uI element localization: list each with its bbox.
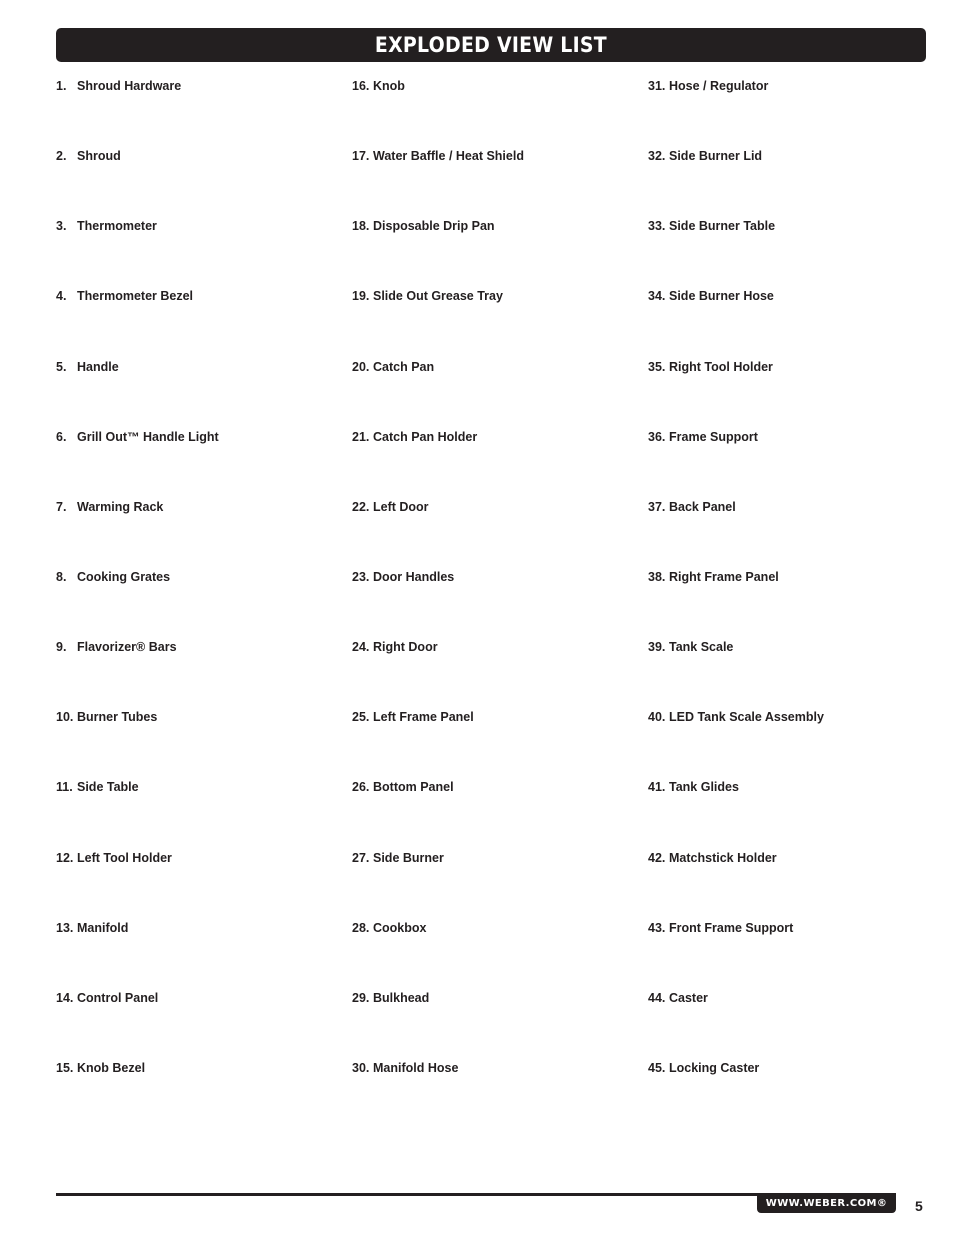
item-number: 12. (56, 850, 74, 865)
item-label: Disposable Drip Pan (373, 219, 495, 234)
item-number: 24. (352, 640, 370, 655)
item-label: Catch Pan (373, 359, 435, 374)
list-item (56, 499, 346, 569)
item-label: Bulkhead (373, 990, 430, 1005)
list-item (648, 218, 938, 288)
item-number: 5. (56, 359, 67, 374)
item-number: 40. (648, 710, 666, 725)
list-item (648, 920, 938, 990)
list-item (352, 288, 642, 358)
item-number: 42. (648, 850, 666, 865)
item-label: Manifold (77, 920, 129, 935)
list-item (648, 359, 938, 429)
list-item (352, 779, 642, 849)
item-number: 36. (648, 429, 666, 444)
item-label: Tank Glides (669, 780, 739, 795)
list-item (352, 569, 642, 639)
list-item (56, 990, 346, 1060)
item-label: Right Frame Panel (669, 569, 779, 584)
item-number: 21. (352, 429, 370, 444)
list-item (352, 148, 642, 218)
item-label: Door Handles (373, 569, 455, 584)
list-item (56, 1060, 346, 1130)
item-number: 31. (648, 79, 666, 93)
item-number: 43. (648, 920, 666, 935)
item-label: Shroud Hardware (77, 79, 182, 93)
list-item (56, 78, 346, 148)
item-label: Matchstick Holder (669, 850, 777, 865)
item-label: Thermometer Bezel (77, 289, 194, 304)
item-label: Shroud (77, 149, 121, 164)
list-item (352, 639, 642, 709)
list-item (56, 148, 346, 218)
item-number: 33. (648, 219, 666, 234)
item-label: Left Door (373, 499, 429, 514)
item-label: Left Frame Panel (373, 710, 474, 725)
list-item (648, 499, 938, 569)
item-label: Right Door (373, 640, 438, 655)
item-number: 29. (352, 990, 370, 1005)
item-label: Handle (77, 359, 119, 374)
item-label: Slide Out Grease Tray (373, 289, 503, 304)
list-item (648, 429, 938, 499)
item-label: Thermometer (77, 219, 157, 234)
item-label: Grill Out™ Handle Light (77, 429, 219, 444)
item-label: Tank Scale (669, 640, 734, 655)
item-number: 27. (352, 850, 370, 865)
list-item (352, 850, 642, 920)
item-label: Knob (373, 79, 405, 93)
item-label: Right Tool Holder (669, 359, 773, 374)
page-number: 5 (915, 1198, 923, 1214)
list-item (56, 569, 346, 639)
item-label: Side Table (77, 780, 139, 795)
list-item (352, 359, 642, 429)
list-item (352, 1060, 642, 1130)
item-label: Side Burner (373, 850, 444, 865)
item-number: 32. (648, 149, 666, 164)
item-number: 38. (648, 569, 666, 584)
item-number: 35. (648, 359, 666, 374)
item-label: Manifold Hose (373, 1060, 459, 1075)
item-number: 7. (56, 499, 67, 514)
list-item (648, 78, 938, 148)
list-item (352, 920, 642, 990)
item-label: Locking Caster (669, 1060, 760, 1075)
list-item (648, 709, 938, 779)
item-label: Burner Tubes (77, 710, 158, 725)
item-number: 11. (56, 780, 73, 795)
list-item (56, 850, 346, 920)
item-label: Catch Pan Holder (373, 429, 478, 444)
website-badge (757, 1193, 896, 1213)
item-number: 15. (56, 1060, 74, 1075)
item-label: Cookbox (373, 920, 427, 935)
item-number: 28. (352, 920, 370, 935)
item-label: Knob Bezel (77, 1060, 146, 1075)
item-number: 4. (56, 289, 67, 304)
item-label: Front Frame Support (669, 920, 794, 935)
list-item (648, 569, 938, 639)
item-label: LED Tank Scale Assembly (669, 710, 824, 725)
item-number: 41. (648, 780, 666, 795)
list-item (352, 709, 642, 779)
page-title: EXPLODED VIEW LIST (374, 32, 608, 57)
item-label: Left Tool Holder (77, 850, 172, 865)
item-number: 44. (648, 990, 666, 1005)
list-item (352, 78, 642, 148)
list-item (648, 639, 938, 709)
item-number: 2. (56, 149, 67, 164)
list-item (56, 639, 346, 709)
item-number: 19. (352, 289, 370, 304)
item-label: Bottom Panel (373, 780, 454, 795)
item-label: Side Burner Lid (669, 149, 763, 164)
item-label: Back Panel (669, 499, 736, 514)
list-item (352, 990, 642, 1060)
list-item (648, 1060, 938, 1130)
item-number: 45. (648, 1060, 666, 1075)
item-number: 30. (352, 1060, 370, 1075)
item-number: 26. (352, 780, 370, 795)
parts-list (56, 78, 926, 1078)
item-number: 37. (648, 499, 666, 514)
item-label: Side Burner Table (669, 219, 776, 234)
item-label: Water Baffle / Heat Shield (373, 149, 524, 164)
item-number: 6. (56, 429, 67, 444)
list-item (648, 850, 938, 920)
list-item (352, 499, 642, 569)
item-label: Warming Rack (77, 499, 164, 514)
item-number: 3. (56, 219, 67, 234)
item-number: 17. (352, 149, 370, 164)
list-item (648, 148, 938, 218)
item-label: Side Burner Hose (669, 289, 774, 304)
section-header (56, 28, 926, 62)
list-item (56, 779, 346, 849)
item-number: 22. (352, 499, 370, 514)
list-item (56, 920, 346, 990)
item-number: 1. (56, 79, 67, 93)
list-item (56, 218, 346, 288)
website-url: WWW.WEBER.COM® (765, 1197, 888, 1209)
item-number: 39. (648, 640, 666, 655)
item-number: 16. (352, 79, 370, 93)
parts-column-3 (648, 78, 938, 1130)
item-number: 13. (56, 920, 74, 935)
item-label: Control Panel (77, 990, 159, 1005)
item-number: 20. (352, 359, 370, 374)
item-number: 23. (352, 569, 370, 584)
item-number: 18. (352, 219, 370, 234)
item-label: Hose / Regulator (669, 79, 769, 93)
list-item (56, 709, 346, 779)
list-item (56, 288, 346, 358)
list-item (56, 359, 346, 429)
list-item (352, 218, 642, 288)
list-item (352, 429, 642, 499)
list-item (648, 288, 938, 358)
item-number: 10. (56, 710, 74, 725)
item-number: 9. (56, 640, 67, 655)
parts-column-1 (56, 78, 346, 1130)
item-number: 14. (56, 990, 74, 1005)
item-number: 25. (352, 710, 370, 725)
item-label: Caster (669, 990, 708, 1005)
item-label: Cooking Grates (77, 569, 171, 584)
list-item (648, 990, 938, 1060)
item-number: 34. (648, 289, 666, 304)
item-label: Flavorizer® Bars (77, 640, 177, 655)
list-item (648, 779, 938, 849)
item-label: Frame Support (669, 429, 758, 444)
item-number: 8. (56, 569, 67, 584)
parts-column-2 (352, 78, 642, 1130)
list-item (56, 429, 346, 499)
